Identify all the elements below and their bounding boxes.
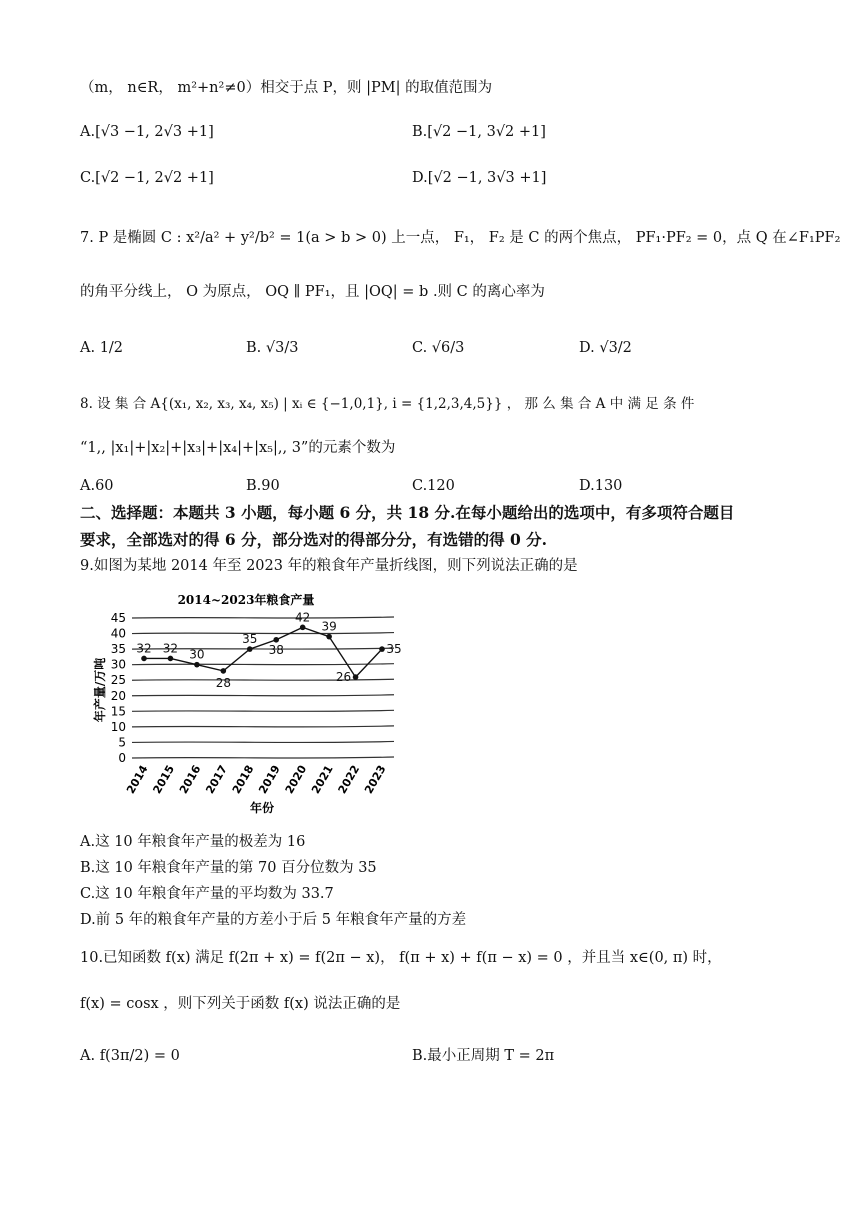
- chart-gridline: [132, 757, 394, 758]
- chart-data-point: [168, 656, 174, 662]
- chart-data-label: 39: [321, 619, 337, 634]
- chart-data-point: [247, 646, 253, 652]
- chart-y-tick-label: 30: [110, 657, 126, 672]
- chart-x-tick-label: 2017: [203, 763, 230, 797]
- q10-option-a: A. f(3π/2) = 0: [80, 1048, 180, 1064]
- chart-x-tick-label: 2023: [362, 763, 389, 797]
- chart-y-tick-label: 45: [110, 611, 126, 625]
- q9-option-c: C.这 10 年粮食年产量的平均数为 33.7: [80, 886, 334, 902]
- chart-data-label: 28: [215, 675, 231, 690]
- q8-stem-line2: “1,, |x₁|+|x₂|+|x₃|+|x₄|+|x₅|,, 3”的元素个数为: [80, 440, 396, 456]
- chart-data-label: 32: [136, 641, 152, 656]
- q6-option-d: D.[√2 −1, 3√3 +1]: [412, 170, 547, 186]
- q10-option-b: B.最小正周期 T = 2π: [412, 1048, 555, 1064]
- chart-x-tick-label: 2015: [150, 763, 178, 797]
- chart-gridline: [132, 741, 394, 742]
- q7-stem-line1: 7. P 是椭圆 C : x²/a² + y²/b² = 1(a > b > 0) 上一点， F₁， F₂ 是 C 的两个焦点， PF₁·PF₂ = 0，点 Q 在∠F₁PF₂: [80, 230, 841, 246]
- q8-option-c: C.120: [412, 478, 455, 494]
- chart-y-tick-label: 0: [118, 751, 126, 765]
- grain-output-line-chart: [92, 588, 412, 820]
- q9-stem: 9.如图为某地 2014 年至 2023 年的粮食年产量折线图，则下列说法正确的是: [80, 558, 578, 574]
- chart-x-tick-label: 2016: [176, 763, 204, 797]
- chart-data-label: 42: [295, 610, 311, 625]
- chart-y-tick-label: 35: [110, 642, 126, 657]
- q8-option-b: B.90: [246, 478, 280, 494]
- section-2-heading-line1: 二、选择题：本题共 3 小题，每小题 6 分，共 18 分.在每小题给出的选项中，有多项符合题目: [80, 503, 735, 522]
- q6-option-b: B.[√2 −1, 3√2 +1]: [412, 124, 546, 140]
- chart-x-tick-label: 2019: [256, 763, 283, 797]
- chart-x-tick-label: 2022: [335, 763, 363, 797]
- chart-x-tick-label: 2020: [282, 763, 310, 797]
- chart-gridline: [132, 664, 394, 665]
- chart-title: 2014~2023年粮食产量: [177, 593, 315, 607]
- q6-option-a: A.[√3 −1, 2√3 +1]: [80, 124, 214, 140]
- chart-y-tick-label: 5: [118, 735, 126, 750]
- chart-y-tick-label: 25: [110, 673, 126, 688]
- chart-data-label: 30: [189, 647, 205, 662]
- chart-data-point: [273, 637, 279, 643]
- chart-data-point: [194, 662, 200, 668]
- chart-x-tick-label: 2014: [124, 763, 151, 797]
- q7-option-a: A. 1/2: [80, 340, 124, 356]
- section-2-heading-line2: 要求，全部选对的得 6 分，部分选对的得部分分，有选错的得 0 分.: [80, 530, 548, 549]
- chart-data-label: 26: [335, 670, 352, 685]
- q7-option-b: B. √3/3: [246, 340, 299, 356]
- chart-gridline: [132, 617, 394, 618]
- chart-y-axis-label: 年产量/万吨: [93, 657, 107, 723]
- chart-y-tick-label: 20: [110, 688, 126, 703]
- chart-x-axis-label: 年份: [249, 801, 275, 815]
- chart-x-tick-label: 2018: [229, 763, 257, 797]
- chart-data-label: 35: [386, 642, 402, 657]
- chart-data-point: [300, 625, 306, 631]
- chart-gridline: [132, 710, 394, 711]
- q8-option-d: D.130: [579, 478, 623, 494]
- chart-data-label: 32: [162, 641, 179, 656]
- q10-stem-line1: 10.已知函数 f(x) 满足 f(2π + x) = f(2π − x)， f(π + x) + f(π − x) = 0 ，并且当 x∈(0, π) 时，: [80, 950, 722, 966]
- chart-data-label: 38: [268, 642, 284, 657]
- grain-output-chart: [92, 588, 412, 820]
- chart-y-tick-label: 40: [110, 626, 126, 641]
- chart-data-point: [326, 634, 332, 640]
- q8-option-a: A.60: [80, 478, 114, 494]
- chart-data-point: [353, 674, 359, 680]
- q6-option-c: C.[√2 −1, 2√2 +1]: [80, 170, 214, 186]
- chart-data-label: 35: [242, 632, 258, 647]
- q9-option-b: B.这 10 年粮食年产量的第 70 百分位数为 35: [80, 860, 377, 876]
- q6-stem-tail: （m， n∈R， m²+n²≠0）相交于点 P，则 |PM| 的取值范围为: [80, 80, 493, 96]
- chart-gridline: [132, 695, 394, 696]
- chart-y-tick-label: 15: [110, 704, 126, 719]
- chart-data-point: [221, 668, 227, 674]
- chart-data-point: [141, 656, 147, 662]
- q9-option-a: A.这 10 年粮食年产量的极差为 16: [80, 834, 306, 850]
- chart-x-tick-label: 2021: [309, 763, 336, 797]
- chart-gridline: [132, 633, 394, 634]
- q9-option-d: D.前 5 年的粮食年产量的方差小于后 5 年粮食年产量的方差: [80, 912, 467, 928]
- q10-stem-line2: f(x) = cosx ，则下列关于函数 f(x) 说法正确的是: [80, 996, 401, 1012]
- q7-option-c: C. √6/3: [412, 340, 465, 356]
- chart-gridline: [132, 726, 394, 727]
- chart-data-point: [379, 646, 385, 652]
- chart-y-tick-label: 10: [110, 719, 126, 734]
- q7-option-d: D. √3/2: [579, 340, 632, 356]
- q8-stem-line1: 8. 设 集 合 A{(x₁, x₂, x₃, x₄, x₅) | xᵢ ∈ {−1,0,1}, i = {1,2,3,4,5}} ， 那 么 集 合 A 中 满 足 条 件: [80, 396, 695, 412]
- q7-stem-line2: 的角平分线上， O 为原点， OQ ∥ PF₁，且 |OQ| = b .则 C 的离心率为: [80, 284, 545, 300]
